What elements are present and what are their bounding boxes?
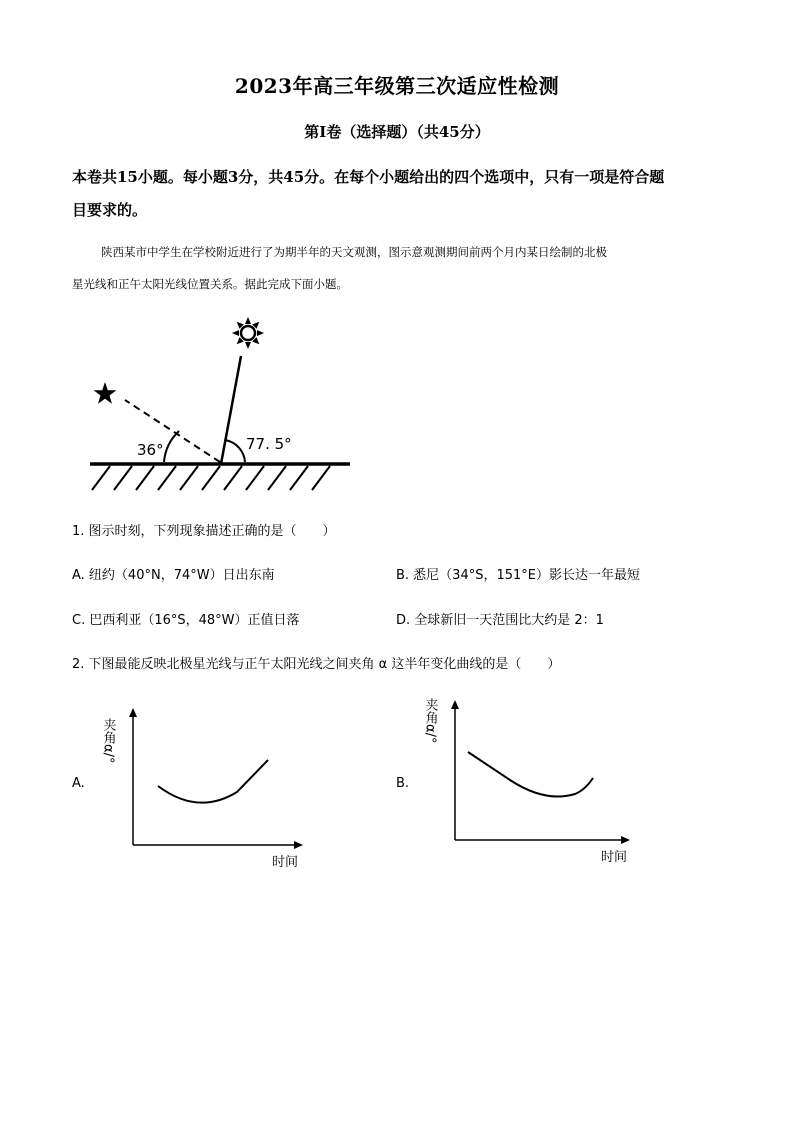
graph-a-x-label: 时间 [272,855,299,870]
intro-line-1: 陕西某市中学生在学校附近进行了为期半年的天文观测，图示意观测期间前两个月内某日绘制的北极 [101,245,607,259]
graph-a-y-label: 夹角α/° [100,718,116,764]
graph-a [100,700,315,870]
question-1-stem: 1. 图示时刻，下列现象描述正确的是（ ） [72,524,336,539]
graph-a-option-label[interactable]: A. [72,776,85,791]
star-angle-arc [164,431,179,462]
page-title: 2023年高三年级第三次适应性检测 [234,74,560,98]
graph-b-y-arrow [451,700,459,709]
observation-diagram [80,312,360,497]
graph-b-y-label: 夹角α/° [422,698,438,744]
graph-a-curve [158,760,268,803]
instructions-line-2: 目要求的。 [72,201,148,219]
graph-b [422,690,640,865]
question-2-stem: 2. 下图最能反映北极星光线与正午太阳光线之间夹角 α 这半年变化曲线的是（ ） [72,657,561,672]
sun-angle-arc [225,440,245,462]
star-angle-label: 36° [137,441,164,459]
star-icon [94,382,117,404]
sun-angle-label: 77. 5° [246,435,292,453]
graph-a-y-arrow [129,708,137,717]
ground-hatching [92,466,330,490]
graph-b-x-label: 时间 [601,850,628,865]
graph-a-x-arrow [294,841,303,849]
graph-b-curve [468,752,593,797]
question-1-option-a[interactable]: A. 纽约（40°N，74°W）日出东南 [72,568,275,583]
sun-icon [232,317,264,349]
graph-b-x-arrow [621,836,630,844]
section-subtitle: 第Ⅰ卷（选择题）（共45分） [304,123,490,141]
intro-line-2: 星光线和正午太阳光线位置关系。据此完成下面小题。 [72,277,348,291]
graph-b-option-label[interactable]: B. [396,776,410,791]
question-1-option-b[interactable]: B. 悉尼（34°S，151°E）影长达一年最短 [396,568,641,583]
question-1-option-c[interactable]: C. 巴西利亚（16°S，48°W）正值日落 [72,613,300,628]
question-1-option-d[interactable]: D. 全球新旧一天范围比大约是 2：1 [396,613,604,628]
instructions-line-1: 本卷共15小题。每小题3分，共45分。在每个小题给出的四个选项中，只有一项是符合题 [72,168,665,186]
